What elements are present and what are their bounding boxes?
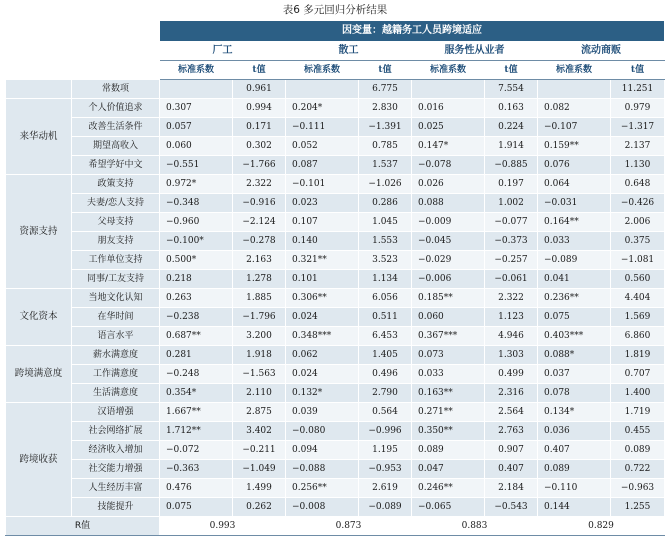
value-cell: 0.016	[412, 99, 485, 118]
value-cell: −0.963	[611, 479, 665, 498]
value-cell: 0.511	[359, 308, 412, 327]
variable-cell: 在华时间	[72, 308, 160, 327]
value-cell: 0.648	[611, 175, 665, 194]
value-cell	[286, 80, 359, 99]
value-cell: 6.056	[359, 289, 412, 308]
value-cell: 0.087	[286, 156, 359, 175]
value-cell: 1.553	[359, 232, 412, 251]
value-cell: 0.164**	[538, 213, 611, 232]
value-cell: 0.082	[538, 99, 611, 118]
value-cell: 0.047	[412, 460, 485, 479]
value-cell: 0.036	[538, 422, 611, 441]
category-cell: 跨境满意度	[6, 346, 72, 403]
value-cell: 0.476	[160, 479, 233, 498]
value-cell: −0.953	[359, 460, 412, 479]
value-cell: 0.132*	[286, 384, 359, 403]
value-cell: 1.885	[233, 289, 286, 308]
value-cell: 2.322	[485, 289, 538, 308]
variable-cell: 朋友支持	[72, 232, 160, 251]
value-cell: −0.072	[160, 441, 233, 460]
value-cell: 1.819	[611, 346, 665, 365]
table-body	[6, 80, 665, 536]
value-cell: 0.197	[485, 175, 538, 194]
sub-header-t: t值	[485, 61, 538, 80]
value-cell: 1.195	[359, 441, 412, 460]
value-cell: 0.496	[359, 365, 412, 384]
r-value-row	[6, 517, 665, 536]
sub-header-coef: 标准系数	[160, 61, 233, 80]
value-cell: 1.045	[359, 213, 412, 232]
value-cell: 0.024	[286, 365, 359, 384]
value-cell: −0.008	[286, 498, 359, 517]
value-cell: 0.089	[538, 460, 611, 479]
value-cell: 1.537	[359, 156, 412, 175]
value-cell: −0.238	[160, 308, 233, 327]
value-cell: 0.286	[359, 194, 412, 213]
value-cell: 0.171	[233, 118, 286, 137]
value-cell: 0.033	[538, 232, 611, 251]
variable-cell: 技能提升	[72, 498, 160, 517]
table-row	[6, 137, 665, 156]
value-cell: 0.560	[611, 270, 665, 289]
value-cell: 4.404	[611, 289, 665, 308]
value-cell: −0.080	[286, 422, 359, 441]
variable-cell: 汉语增强	[72, 403, 160, 422]
value-cell: −0.065	[412, 498, 485, 517]
value-cell: 0.271**	[412, 403, 485, 422]
value-cell: 1.002	[485, 194, 538, 213]
value-cell: −0.551	[160, 156, 233, 175]
variable-cell: 政策支持	[72, 175, 160, 194]
variable-cell: 父母支持	[72, 213, 160, 232]
group-header-factory: 厂工	[160, 42, 286, 61]
value-cell: −0.885	[485, 156, 538, 175]
value-cell: 0.075	[160, 498, 233, 517]
value-cell: 3.402	[233, 422, 286, 441]
value-cell: 0.350**	[412, 422, 485, 441]
value-cell: 0.204*	[286, 99, 359, 118]
value-cell: 2.619	[359, 479, 412, 498]
variable-cell: 常数项	[72, 80, 160, 99]
value-cell: 0.147*	[412, 137, 485, 156]
sub-header-t: t值	[233, 61, 286, 80]
regression-table	[5, 20, 665, 536]
table-row	[6, 498, 665, 517]
value-cell: 0.057	[160, 118, 233, 137]
value-cell: 0.455	[611, 422, 665, 441]
value-cell: 0.060	[160, 137, 233, 156]
value-cell: −0.110	[538, 479, 611, 498]
value-cell: −0.006	[412, 270, 485, 289]
value-cell: 1.278	[233, 270, 286, 289]
value-cell: 0.078	[538, 384, 611, 403]
value-cell: 2.163	[233, 251, 286, 270]
table-row	[6, 80, 665, 99]
category-cell: 来华动机	[6, 99, 72, 175]
value-cell: 3.523	[359, 251, 412, 270]
value-cell: 1.255	[611, 498, 665, 517]
variable-cell: 个人价值追求	[72, 99, 160, 118]
value-cell: 1.719	[611, 403, 665, 422]
variable-cell: 人生经历丰富	[72, 479, 160, 498]
value-cell: 0.263	[160, 289, 233, 308]
r-value-cell: 0.993	[160, 517, 286, 536]
value-cell: 0.785	[359, 137, 412, 156]
value-cell: 0.140	[286, 232, 359, 251]
value-cell: −0.031	[538, 194, 611, 213]
value-cell: −0.348	[160, 194, 233, 213]
value-cell: 0.073	[412, 346, 485, 365]
table-row	[6, 251, 665, 270]
value-cell: 2.875	[233, 403, 286, 422]
value-cell: 0.218	[160, 270, 233, 289]
r-value-label: R值	[6, 517, 160, 536]
value-cell: −0.061	[485, 270, 538, 289]
value-cell: 0.134*	[538, 403, 611, 422]
value-cell: 3.200	[233, 327, 286, 346]
value-cell: 0.023	[286, 194, 359, 213]
value-cell: 0.163**	[412, 384, 485, 403]
value-cell: −0.996	[359, 422, 412, 441]
r-value-cell: 0.883	[412, 517, 538, 536]
value-cell: 0.994	[233, 99, 286, 118]
value-cell: −0.089	[359, 498, 412, 517]
table-row	[6, 194, 665, 213]
value-cell: 0.088*	[538, 346, 611, 365]
value-cell: 7.554	[485, 80, 538, 99]
table-row	[6, 213, 665, 232]
value-cell: 0.499	[485, 365, 538, 384]
variable-cell: 期望高收入	[72, 137, 160, 156]
value-cell: 1.569	[611, 308, 665, 327]
category-cell: 文化资本	[6, 289, 72, 346]
table-row	[6, 175, 665, 194]
value-cell: 1.914	[485, 137, 538, 156]
value-cell: −1.026	[359, 175, 412, 194]
value-cell: 0.159**	[538, 137, 611, 156]
value-cell: −0.009	[412, 213, 485, 232]
value-cell: 0.564	[359, 403, 412, 422]
value-cell	[412, 80, 485, 99]
value-cell: 0.024	[286, 308, 359, 327]
variable-cell: 经济收入增加	[72, 441, 160, 460]
value-cell: 0.041	[538, 270, 611, 289]
value-cell: −0.089	[538, 251, 611, 270]
value-cell: −0.077	[485, 213, 538, 232]
value-cell: 2.763	[485, 422, 538, 441]
value-cell: 0.407	[485, 460, 538, 479]
variable-cell: 工作满意度	[72, 365, 160, 384]
value-cell: 0.354*	[160, 384, 233, 403]
value-cell: 6.775	[359, 80, 412, 99]
value-cell: 2.137	[611, 137, 665, 156]
value-cell: 1.303	[485, 346, 538, 365]
sub-header-coef: 标准系数	[286, 61, 359, 80]
value-cell: 0.224	[485, 118, 538, 137]
table-row	[6, 156, 665, 175]
value-cell: −1.766	[233, 156, 286, 175]
value-cell: 0.722	[611, 460, 665, 479]
value-cell: 0.025	[412, 118, 485, 137]
value-cell: −0.363	[160, 460, 233, 479]
variable-cell: 社交能力增强	[72, 460, 160, 479]
value-cell: −0.078	[412, 156, 485, 175]
variable-cell: 薪水满意度	[72, 346, 160, 365]
value-cell: 0.407	[538, 441, 611, 460]
table-row	[6, 118, 665, 137]
value-cell: 0.707	[611, 365, 665, 384]
sub-header-coef: 标准系数	[412, 61, 485, 80]
group-header-service: 服务性从业者	[412, 42, 538, 61]
value-cell: 0.094	[286, 441, 359, 460]
value-cell: −0.278	[233, 232, 286, 251]
value-cell: 0.076	[538, 156, 611, 175]
variable-cell: 生活满意度	[72, 384, 160, 403]
value-cell: 0.064	[538, 175, 611, 194]
table-row	[6, 460, 665, 479]
value-cell: 0.107	[286, 213, 359, 232]
value-cell: 0.367***	[412, 327, 485, 346]
value-cell: 2.006	[611, 213, 665, 232]
table-row	[6, 232, 665, 251]
value-cell: 0.185**	[412, 289, 485, 308]
value-cell: 0.262	[233, 498, 286, 517]
value-cell: 0.062	[286, 346, 359, 365]
value-cell: 0.039	[286, 403, 359, 422]
value-cell: 0.302	[233, 137, 286, 156]
value-cell: 11.251	[611, 80, 665, 99]
value-cell: 0.961	[233, 80, 286, 99]
value-cell: −1.796	[233, 308, 286, 327]
sub-header-coef: 标准系数	[538, 61, 611, 80]
table-row	[6, 327, 665, 346]
category-cell: 资源支持	[6, 175, 72, 289]
value-cell	[538, 80, 611, 99]
table-row	[6, 365, 665, 384]
value-cell: 0.052	[286, 137, 359, 156]
table-row	[6, 270, 665, 289]
value-cell: 2.184	[485, 479, 538, 498]
value-cell: −0.088	[286, 460, 359, 479]
value-cell: −0.045	[412, 232, 485, 251]
value-cell: 0.163	[485, 99, 538, 118]
r-value-cell: 0.829	[538, 517, 665, 536]
value-cell: 0.089	[611, 441, 665, 460]
value-cell: 0.321**	[286, 251, 359, 270]
value-cell: −0.916	[233, 194, 286, 213]
table-row	[6, 479, 665, 498]
value-cell: 0.101	[286, 270, 359, 289]
variable-cell: 语言水平	[72, 327, 160, 346]
r-value-cell: 0.873	[286, 517, 412, 536]
value-cell: 1.405	[359, 346, 412, 365]
value-cell: 0.256**	[286, 479, 359, 498]
table-row	[6, 308, 665, 327]
value-cell: 6.860	[611, 327, 665, 346]
value-cell: −0.248	[160, 365, 233, 384]
header-corner	[6, 21, 160, 80]
value-cell: −0.257	[485, 251, 538, 270]
value-cell: −0.111	[286, 118, 359, 137]
variable-cell: 社会网络扩展	[72, 422, 160, 441]
table-row	[6, 289, 665, 308]
value-cell: 0.026	[412, 175, 485, 194]
value-cell: 0.037	[538, 365, 611, 384]
value-cell: 0.088	[412, 194, 485, 213]
value-cell: −0.960	[160, 213, 233, 232]
value-cell: −1.317	[611, 118, 665, 137]
value-cell: 4.946	[485, 327, 538, 346]
table-row	[6, 346, 665, 365]
category-cell	[6, 80, 72, 99]
value-cell: −0.543	[485, 498, 538, 517]
value-cell: 0.307	[160, 99, 233, 118]
value-cell: 0.060	[412, 308, 485, 327]
value-cell: 0.972*	[160, 175, 233, 194]
value-cell: 0.281	[160, 346, 233, 365]
dependent-variable-header: 因变量：越籍务工人员跨境适应	[160, 21, 665, 42]
value-cell: 0.236**	[538, 289, 611, 308]
value-cell: −1.563	[233, 365, 286, 384]
value-cell: 1.400	[611, 384, 665, 403]
variable-cell: 夫妻/恋人支持	[72, 194, 160, 213]
value-cell: 2.316	[485, 384, 538, 403]
value-cell: 0.403***	[538, 327, 611, 346]
value-cell: 1.918	[233, 346, 286, 365]
value-cell: 1.667**	[160, 403, 233, 422]
group-header-casual: 散工	[286, 42, 412, 61]
value-cell: 0.907	[485, 441, 538, 460]
sub-header-t: t值	[359, 61, 412, 80]
sub-header-t: t值	[611, 61, 665, 80]
value-cell: −1.391	[359, 118, 412, 137]
value-cell: 0.979	[611, 99, 665, 118]
value-cell: 1.712**	[160, 422, 233, 441]
value-cell: 1.499	[233, 479, 286, 498]
value-cell: 0.375	[611, 232, 665, 251]
value-cell: 1.134	[359, 270, 412, 289]
value-cell: 0.246**	[412, 479, 485, 498]
value-cell: 1.130	[611, 156, 665, 175]
value-cell: −1.081	[611, 251, 665, 270]
value-cell: −2.124	[233, 213, 286, 232]
value-cell: 2.564	[485, 403, 538, 422]
value-cell: 2.110	[233, 384, 286, 403]
table-row	[6, 384, 665, 403]
value-cell: 0.075	[538, 308, 611, 327]
value-cell: 0.348***	[286, 327, 359, 346]
value-cell: 0.033	[412, 365, 485, 384]
category-cell: 跨境收获	[6, 403, 72, 517]
value-cell: 2.790	[359, 384, 412, 403]
value-cell: −0.211	[233, 441, 286, 460]
table-row	[6, 441, 665, 460]
value-cell: 0.306**	[286, 289, 359, 308]
table-row	[6, 403, 665, 422]
variable-cell: 改善生活条件	[72, 118, 160, 137]
table-row	[6, 99, 665, 118]
value-cell: 0.089	[412, 441, 485, 460]
variable-cell: 当地文化认知	[72, 289, 160, 308]
value-cell: 2.322	[233, 175, 286, 194]
table-caption: 表6 多元回归分析结果	[282, 4, 388, 16]
table-row	[6, 422, 665, 441]
value-cell	[160, 80, 233, 99]
value-cell: −0.373	[485, 232, 538, 251]
value-cell: 6.453	[359, 327, 412, 346]
value-cell: −0.101	[286, 175, 359, 194]
variable-cell: 希望学好中文	[72, 156, 160, 175]
value-cell: 0.500*	[160, 251, 233, 270]
value-cell: 0.144	[538, 498, 611, 517]
group-header-vendor: 流动商贩	[538, 42, 665, 61]
variable-cell: 同事/工友支持	[72, 270, 160, 289]
value-cell: −0.029	[412, 251, 485, 270]
value-cell: −1.049	[233, 460, 286, 479]
value-cell: 2.830	[359, 99, 412, 118]
value-cell: 0.687**	[160, 327, 233, 346]
value-cell: 1.123	[485, 308, 538, 327]
value-cell: −0.107	[538, 118, 611, 137]
variable-cell: 工作单位支持	[72, 251, 160, 270]
value-cell: −0.100*	[160, 232, 233, 251]
value-cell: −0.426	[611, 194, 665, 213]
